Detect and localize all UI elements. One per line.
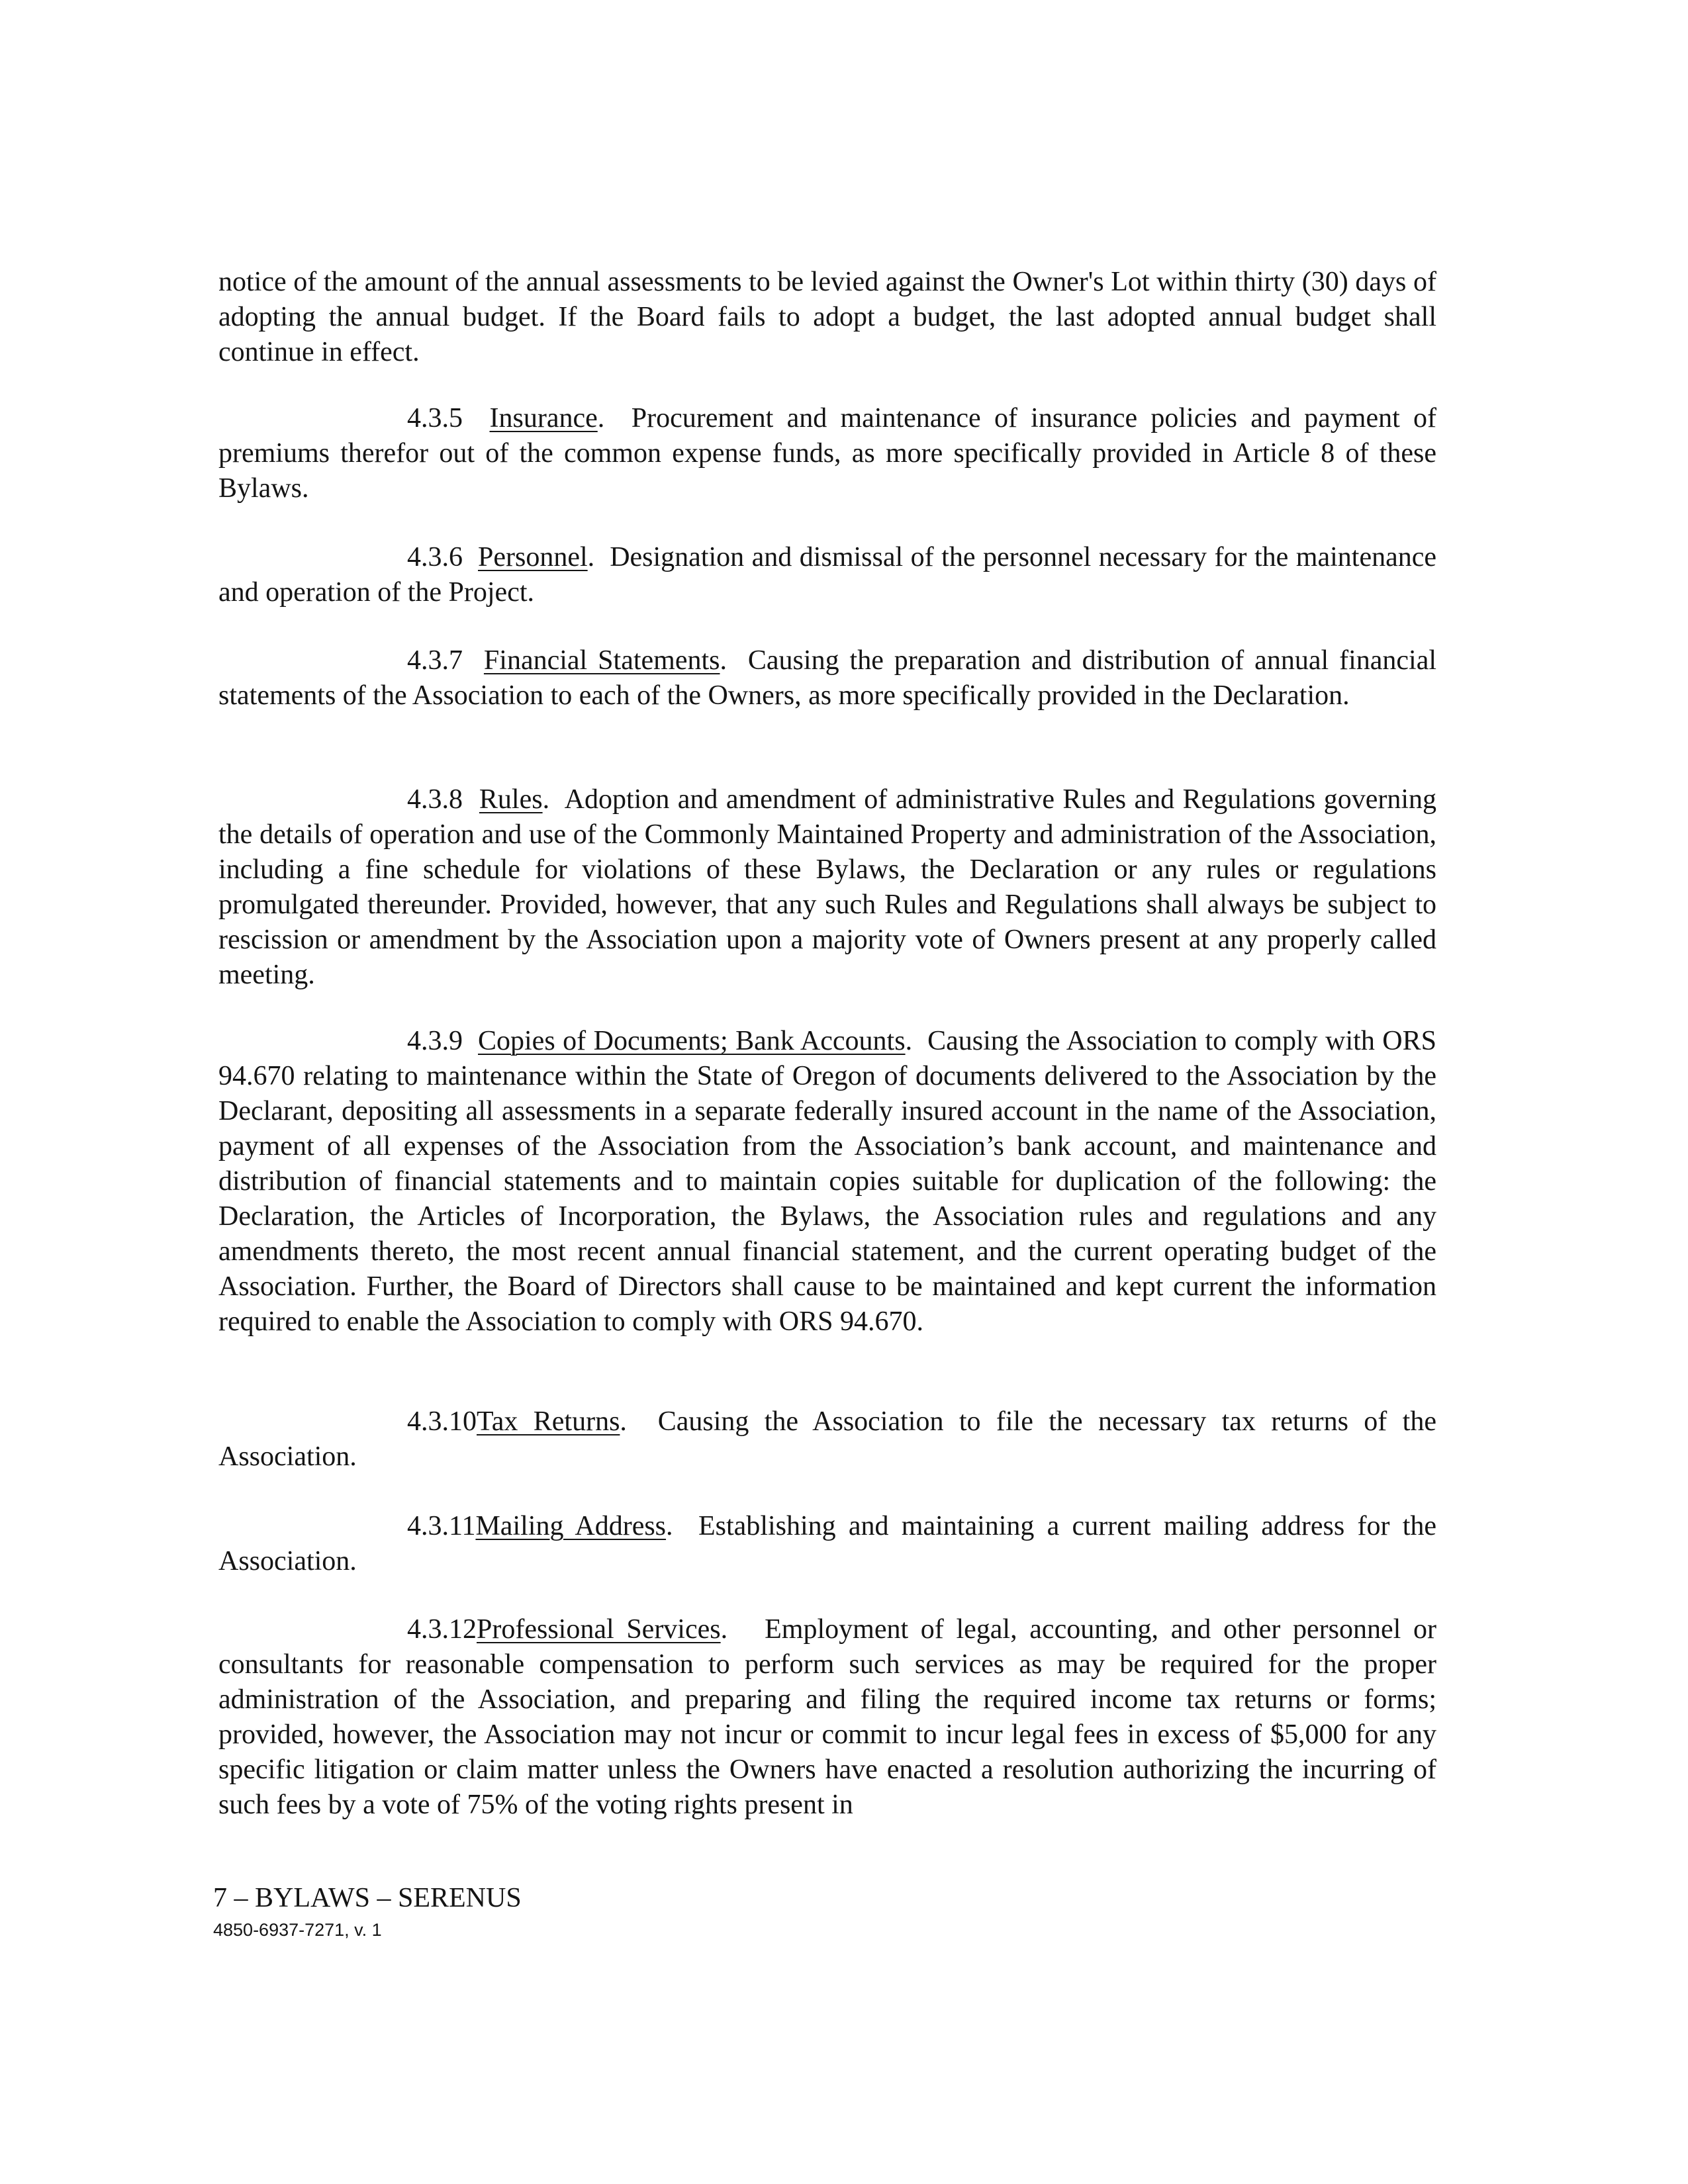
section-4-3-7: 4.3.7 Financial Statements. Causing the preparation and distribution of annual financial statements of the Association to each of the Owners, as more specifically provided in the Declaration. (218, 645, 1437, 711)
section-4-3-5: 4.3.5 Insurance. Procurement and maintenance of insurance policies and payment of premiums therefor out of the common expense funds, as more specifically provided in Article 8 of these Bylaws. (218, 403, 1436, 504)
section-number: 4.3.7 (407, 645, 463, 676)
section-heading: Mailing Address (475, 1511, 667, 1541)
section-4-3-8: 4.3.8 Rules. Adoption and amendment of administrative Rules and Regulations governing the details of operation and use of the Commonly Maintained Property and administration of the Association, including a fine schedule for violations of these Bylaws, the Declaration or any rules or regulations promulgated thereunder. Provided, however, that any such Rules and Regulations shall always be subject to rescission or amendment by the Association upon a majority vote of Owners present at any properly called meeting. (218, 784, 1437, 990)
section-number: 4.3.11 (407, 1511, 476, 1541)
section-4-3-11: 4.3.11Mailing Address. Establishing and maintaining a current mailing address for the Association. (218, 1511, 1437, 1576)
section-number: 4.3.8 (407, 784, 463, 815)
section-heading: Insurance (489, 403, 598, 433)
section-number: 4.3.5 (407, 403, 463, 433)
section-number: 4.3.10 (407, 1406, 477, 1437)
section-number: 4.3.6 (407, 542, 463, 572)
section-4-3-12: 4.3.12Professional Services. Employment of legal, accounting, and other personnel or consultants for reasonable compensation to perform such services as may be required for the proper administration of the Association, and preparing and filing the required income tax returns or forms; provided, however, the Association may not incur or commit to incur legal fees in excess of $5,000 for any specific litigation or claim matter unless the Owners have enacted a resolution authorizing the incurring of such fees by a vote of 75% of the voting rights present in (218, 1614, 1436, 1820)
opening-paragraph: notice of the amount of the annual assessments to be levied against the Owner's Lot within thirty (30) days of adopting the annual budget. If the Board fails to adopt a budget, the last adopted annual budget shall continue in effect. (218, 267, 1436, 367)
section-text: Adoption and amendment of administrative Rules and Regulations governing the details of operation and use of the Commonly Maintained Property and administration of the Association, including a fine schedule for violations of these Bylaws, the Declaration or any rules or regulations promulgated thereunder. Provided, however, that any such Rules and Regulations shall always be subject to rescission or amendment by the Association upon a majority vote of Owners present at any properly called meeting. (218, 784, 1437, 990)
section-heading: Financial Statements (483, 645, 720, 676)
section-number: 4.3.9 (407, 1026, 463, 1056)
section-4-3-9: 4.3.9 Copies of Documents; Bank Accounts. Causing the Association to comply with ORS 94.670 relating to maintenance within the State of Oregon of documents delivered to the Association by the Declarant, depositing all assessments in a separate federally insured account in the name of the Association, payment of all expenses of the Association from the Association’s bank account, and maintenance and distribution of financial statements and to maintain copies suitable for duplication of the following: the Declaration, the Articles of Incorporation, the Bylaws, the Association rules and regulations and any amendments thereto, the most recent annual financial statement, and the current operating budget of the Association. Further, the Board of Directors shall cause to be maintained and kept current the information required to enable the Association to comply with ORS 94.670. (218, 1026, 1437, 1337)
footer-document-id: 4850-6937-7271, v. 1 (213, 1920, 382, 1940)
section-text: Establishing and maintaining a current mailing address for the Association. (218, 1511, 1437, 1576)
section-heading: Tax Returns (477, 1406, 620, 1437)
section-text: Procurement and maintenance of insurance policies and payment of premiums therefor out of the common expense funds, as more specifically provided in Article 8 of these Bylaws. (218, 403, 1436, 504)
section-heading: Rules (479, 784, 543, 815)
section-heading: Copies of Documents; Bank Accounts (478, 1026, 906, 1056)
section-text: Causing the preparation and distribution of annual financial statements of the Association to each of the Owners, as more specifically provided in the Declaration. (218, 645, 1437, 711)
section-text: Employment of legal, accounting, and other personnel or consultants for reasonable compensation to perform such services as may be required for the proper administration of the Association, and preparing and filing the required income tax returns or forms; provided, however, the Association may not incur or commit to incur legal fees in excess of $5,000 for any specific litigation or claim matter unless the Owners have enacted a resolution authorizing the incurring of such fees by a vote of 75% of the voting rights present in (218, 1614, 1436, 1820)
section-text: Designation and dismissal of the personnel necessary for the maintenance and operation of the Project. (218, 542, 1437, 608)
section-text: Causing the Association to file the necessary tax returns of the Association. (218, 1406, 1436, 1472)
section-heading: Personnel (478, 542, 588, 572)
section-number: 4.3.12 (407, 1614, 477, 1645)
footer-title: 7 – BYLAWS – SERENUS (213, 1883, 522, 1913)
section-4-3-10: 4.3.10Tax Returns. Causing the Association to file the necessary tax returns of the Association. (218, 1406, 1436, 1472)
section-4-3-6: 4.3.6 Personnel. Designation and dismissal of the personnel necessary for the maintenance and operation of the Project. (218, 542, 1437, 608)
section-heading: Professional Services (477, 1614, 721, 1645)
section-text: Causing the Association to comply with ORS 94.670 relating to maintenance within the State of Oregon of documents delivered to the Association by the Declarant, depositing all assessments in a separate federally insured account in the name of the Association, payment of all expenses of the Association from the Association’s bank account, and maintenance and distribution of financial statements and to maintain copies suitable for duplication of the following: the Declaration, the Articles of Incorporation, the Bylaws, the Association rules and regulations and any amendments thereto, the most recent annual financial statement, and the current operating budget of the Association. Further, the Board of Directors shall cause to be maintained and kept current the information required to enable the Association to comply with ORS 94.670. (218, 1026, 1437, 1337)
